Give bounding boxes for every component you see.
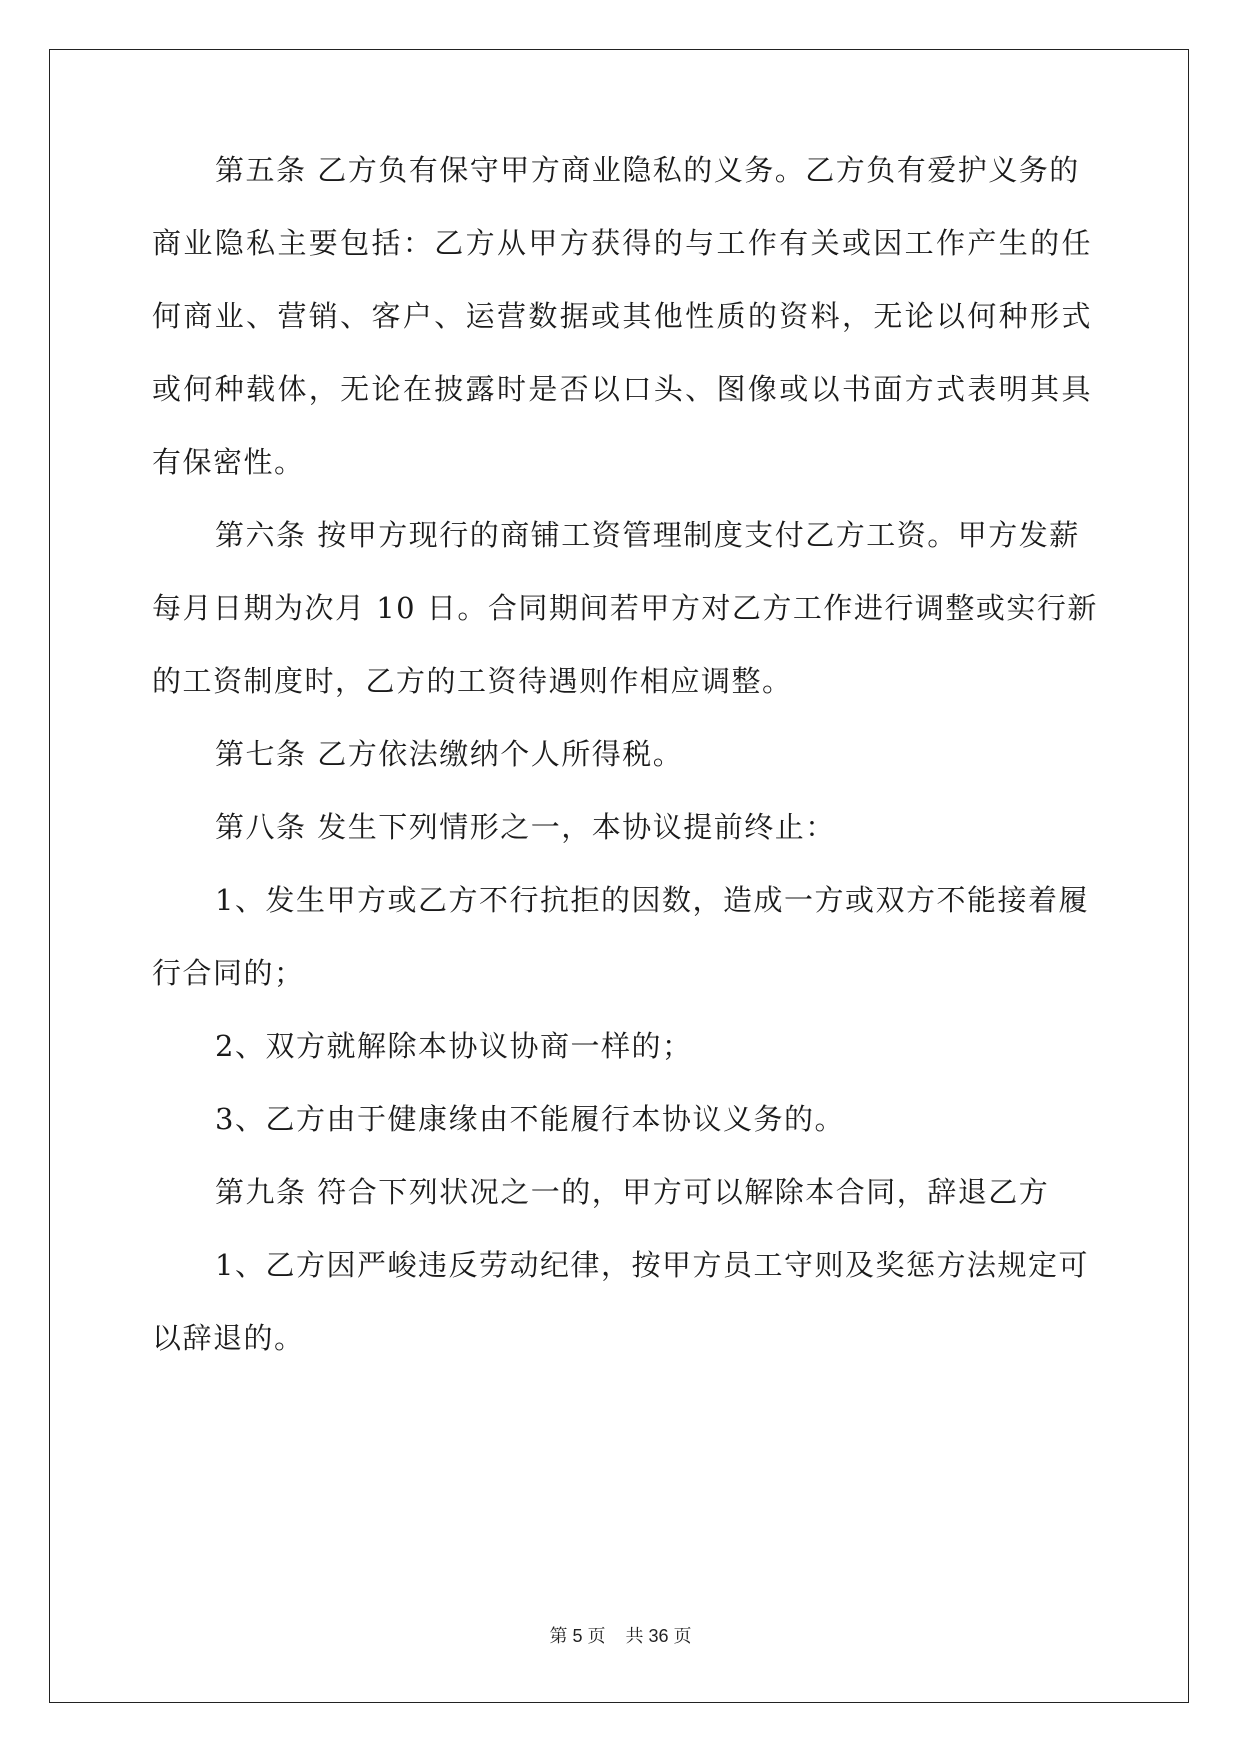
- text-line: 第七条 乙方依法缴纳个人所得税。: [215, 737, 684, 771]
- text-line: 1、发生甲方或乙方不行抗拒的因数，造成一方或双方不能接着履: [215, 883, 1089, 917]
- text-line: 有保密性。: [152, 445, 305, 479]
- text-line: 的工资制度时，乙方的工资待遇则作相应调整。: [152, 664, 793, 698]
- text-line: 第五条 乙方负有保守甲方商业隐私的义务。乙方负有爱护义务的: [215, 153, 1080, 187]
- text-line: 第六条 按甲方现行的商铺工资管理制度支付乙方工资。甲方发薪: [215, 518, 1080, 552]
- text-line: 每月日期为次月 10 日。合同期间若甲方对乙方工作进行调整或实行新: [152, 591, 1098, 625]
- text-line: 何商业、营销、客户、运营数据或其他性质的资料，无论以何种形式: [152, 299, 1092, 333]
- text-line: 或何种载体，无论在披露时是否以口头、图像或以书面方式表明其具: [152, 372, 1092, 406]
- page-number: 第 5 页: [549, 1626, 606, 1646]
- text-line: 商业隐私主要包括：乙方从甲方获得的与工作有关或因工作产生的任: [152, 226, 1092, 260]
- text-line: 2、双方就解除本协议协商一样的；: [215, 1029, 693, 1063]
- page-total: 共 36 页: [625, 1626, 692, 1646]
- text-line: 以辞退的。: [152, 1321, 305, 1355]
- text-line: 第九条 符合下列状况之一的，甲方可以解除本合同，辞退乙方: [215, 1175, 1050, 1209]
- text-line: 行合同的；: [152, 956, 305, 990]
- text-line: 第八条 发生下列情形之一，本协议提前终止：: [215, 810, 836, 844]
- page-footer: [0, 1622, 1241, 1648]
- text-line: 1、乙方因严峻违反劳动纪律，按甲方员工守则及奖惩方法规定可: [215, 1248, 1089, 1282]
- text-line: 3、乙方由于健康缘由不能履行本协议义务的。: [215, 1102, 845, 1136]
